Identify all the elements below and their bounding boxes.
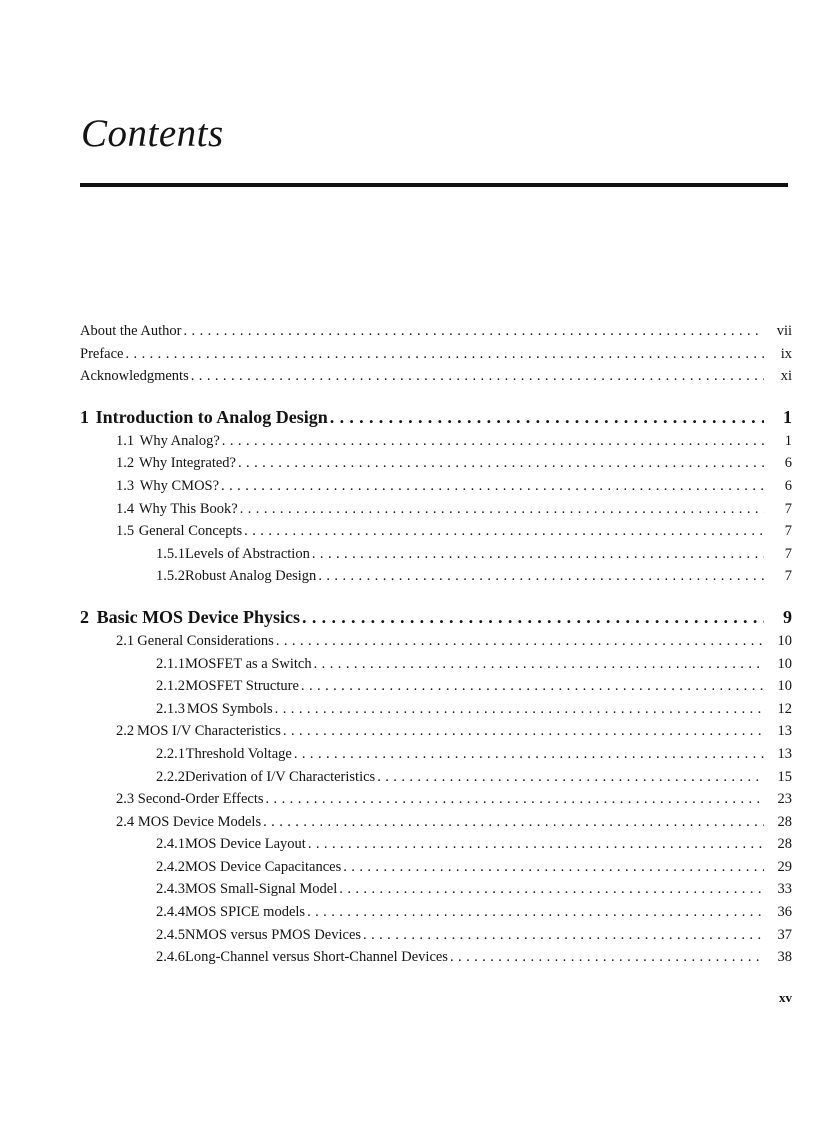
entry-title: Levels of Abstraction: [185, 545, 310, 562]
entry-title: Why This Book?: [138, 500, 238, 517]
entry-title: MOS Device Models: [137, 813, 262, 830]
dot-leader: [339, 878, 764, 901]
entry-title: Threshold Voltage: [185, 745, 292, 762]
toc-entry: [80, 653, 792, 676]
dot-leader: [343, 856, 764, 879]
entry-page: 28: [777, 813, 792, 830]
toc-entry: [80, 320, 792, 343]
dot-leader: [318, 565, 764, 588]
entry-number: 1.1: [116, 432, 135, 449]
entry-title: MOSFET as a Switch: [185, 655, 312, 672]
entry-title: Why Integrated?: [138, 455, 236, 472]
entry-page: 36: [777, 904, 792, 921]
entry-title: MOSFET Structure: [185, 678, 299, 695]
chapter-entry: [80, 604, 792, 630]
dot-leader: [125, 343, 764, 366]
entry-number: 2.4.3: [156, 881, 185, 898]
toc-entry: [80, 856, 792, 879]
entry-title: Introduction to Analog Design: [95, 406, 328, 427]
toc-entry: [80, 343, 792, 366]
entry-title: Derivation of I/V Characteristics: [185, 768, 376, 785]
entry-title: Long-Channel versus Short-Channel Devices: [185, 949, 448, 966]
entry-number: 2.1.2: [156, 678, 185, 695]
entry-title: NMOS versus PMOS Devices: [185, 926, 362, 943]
toc-entry: [80, 833, 792, 856]
dot-leader: [244, 520, 764, 543]
toc-entry: [80, 452, 792, 475]
entry-title: About the Author: [80, 323, 182, 339]
entry-title: MOS SPICE models: [185, 904, 306, 921]
dot-leader: [240, 498, 764, 521]
entry-number: 1.5.2: [156, 568, 185, 585]
entry-page: 10: [777, 678, 792, 695]
chapter-spacer: [80, 588, 792, 604]
entry-title: General Considerations: [137, 632, 274, 649]
entry-number: 1.3: [116, 477, 135, 494]
dot-leader: [377, 766, 764, 789]
toc-entry: [80, 675, 792, 698]
toc-entry: [80, 811, 792, 834]
dot-leader: [221, 475, 764, 498]
entry-number: 1: [80, 406, 89, 427]
dot-leader: [266, 788, 765, 811]
table-of-contents: [80, 320, 792, 969]
entry-number: 1.5.1: [156, 545, 185, 562]
entry-page: xi: [780, 368, 792, 385]
entry-number: 2.2: [116, 723, 135, 740]
toc-entry: [80, 498, 792, 521]
chapter-entry: [80, 404, 792, 430]
dot-leader: [222, 430, 764, 453]
entry-page: 7: [784, 545, 792, 562]
entry-number: 2.4.5: [156, 926, 185, 943]
entry-number: 2.1.3: [156, 700, 185, 717]
page-number: xv: [779, 990, 792, 1005]
title-rule: [80, 183, 788, 187]
entry-page: 15: [777, 768, 792, 785]
entry-title: MOS Device Capacitances: [185, 858, 342, 875]
entry-number: 1.4: [116, 500, 135, 517]
dot-leader: [184, 320, 765, 343]
dot-leader: [191, 365, 764, 388]
toc-entry: [80, 924, 792, 947]
toc-entry: [80, 788, 792, 811]
toc-entry: [80, 720, 792, 743]
toc-entry: [80, 365, 792, 388]
toc-entry: [80, 946, 792, 969]
entry-number: 2.4.2: [156, 858, 185, 875]
dot-leader: [314, 653, 764, 676]
dot-leader: [283, 720, 764, 743]
entry-title: MOS Device Layout: [185, 836, 306, 853]
dot-leader: [263, 811, 764, 834]
entry-title: Why CMOS?: [139, 477, 220, 494]
entry-page: 9: [783, 606, 792, 627]
entry-page: 13: [777, 723, 792, 740]
entry-page: 29: [777, 858, 792, 875]
entry-number: 1.2: [116, 455, 135, 472]
entry-page: 7: [784, 500, 792, 517]
entry-page: 7: [784, 523, 792, 540]
entry-page: 38: [777, 949, 792, 966]
dot-leader: [276, 630, 764, 653]
toc-entry: [80, 475, 792, 498]
entry-number: 2.1: [116, 632, 135, 649]
entry-title: Preface: [80, 345, 124, 362]
entry-page: 23: [777, 791, 792, 808]
entry-page: vii: [776, 323, 792, 339]
toc-entry: [80, 901, 792, 924]
entry-page: 37: [777, 926, 792, 943]
entry-number: 2: [80, 606, 89, 627]
dot-leader: [450, 946, 764, 969]
entry-page: ix: [780, 345, 792, 362]
entry-page: 12: [777, 700, 792, 717]
toc-entry: [80, 698, 792, 721]
toc-entry: [80, 743, 792, 766]
toc-entry: [80, 565, 792, 588]
toc-entry: [80, 630, 792, 653]
entry-page: 7: [784, 568, 792, 585]
entry-title: Acknowledgments: [80, 368, 189, 385]
entry-page: 10: [777, 655, 792, 672]
dot-leader: [275, 698, 764, 721]
entry-number: 2.4.1: [156, 836, 185, 853]
chapter-spacer: [80, 388, 792, 404]
entry-title: Second-Order Effects: [137, 791, 264, 808]
entry-number: 2.4.4: [156, 904, 185, 921]
dot-leader: [238, 452, 764, 475]
entry-page: 28: [777, 836, 792, 853]
dot-leader: [307, 901, 764, 924]
toc-entry: [80, 878, 792, 901]
dot-leader: [308, 833, 764, 856]
entry-page: 6: [784, 455, 792, 472]
dot-leader: [330, 404, 764, 430]
toc-entry: [80, 543, 792, 566]
entry-title: MOS I/V Characteristics: [136, 723, 281, 740]
entry-title: Robust Analog Design: [185, 568, 317, 585]
entry-number: 2.4.6: [156, 949, 185, 966]
entry-number: 2.1.1: [156, 655, 185, 672]
dot-leader: [294, 743, 764, 766]
dot-leader: [312, 543, 764, 566]
entry-title: Why Analog?: [139, 432, 220, 449]
entry-page: 33: [777, 881, 792, 898]
entry-page: 10: [777, 632, 792, 649]
entry-title: MOS Small-Signal Model: [185, 881, 338, 898]
dot-leader: [302, 604, 764, 630]
entry-page: 6: [784, 477, 792, 494]
entry-number: 2.2.1: [156, 745, 185, 762]
entry-title: General Concepts: [138, 523, 243, 540]
entry-title: MOS Symbols: [186, 700, 273, 717]
entry-number: 2.3: [116, 791, 135, 808]
entry-number: 1.5: [116, 523, 135, 540]
entry-page: 1: [784, 432, 792, 449]
dot-leader: [363, 924, 764, 947]
toc-entry: [80, 430, 792, 453]
entry-page: 1: [783, 406, 792, 427]
entry-number: 2.4: [116, 813, 135, 830]
toc-entry: [80, 766, 792, 789]
toc-entry: [80, 520, 792, 543]
entry-number: 2.2.2: [156, 768, 185, 785]
entry-page: 13: [777, 745, 792, 762]
entry-title: Basic MOS Device Physics: [96, 606, 301, 627]
dot-leader: [301, 675, 764, 698]
page-title: Contents: [81, 112, 224, 155]
